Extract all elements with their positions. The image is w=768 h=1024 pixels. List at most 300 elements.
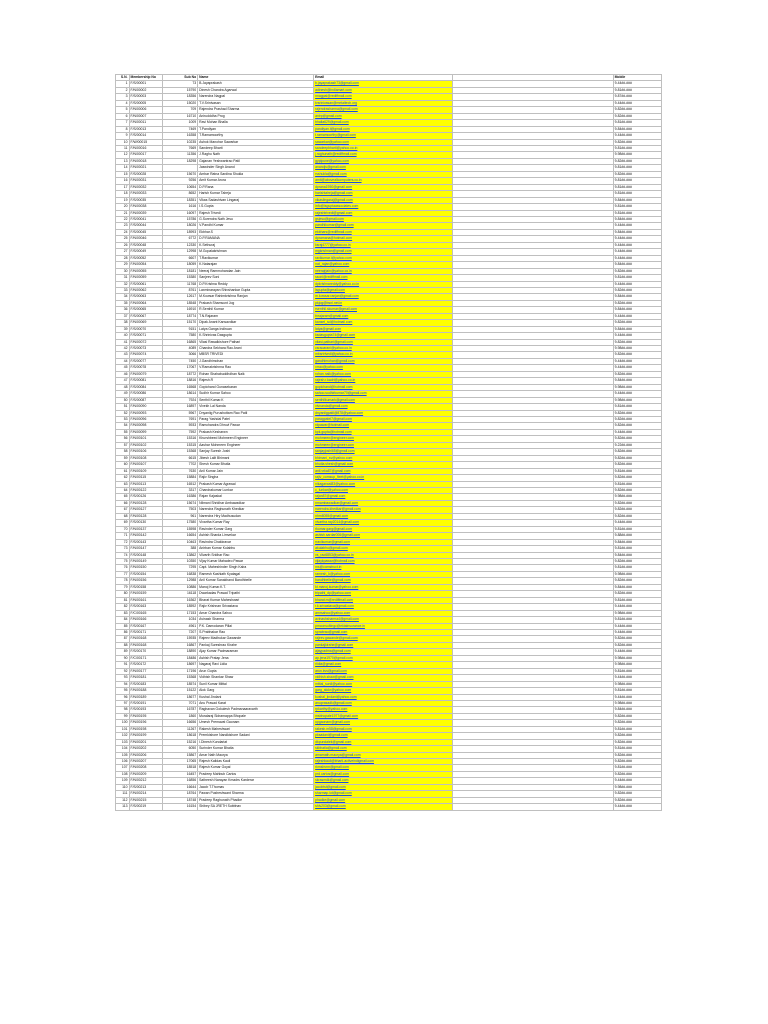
cell-mobile[interactable]: 9-98##-### — [613, 681, 661, 687]
cell-sub-no[interactable]: 1009 — [163, 120, 198, 126]
cell-sn[interactable]: 1 — [116, 81, 130, 87]
cell-sub-no[interactable]: 7669 — [163, 145, 198, 151]
cell-mobile[interactable]: 9-82##-### — [613, 558, 661, 564]
cell-membership-no[interactable]: F/S/00013 — [129, 126, 163, 132]
cell-empty[interactable] — [452, 804, 613, 810]
cell-sub-no[interactable]: 15935 — [163, 636, 198, 642]
cell-sub-no[interactable]: 12617 — [163, 294, 198, 300]
cell-sub-no[interactable]: 15122 — [163, 688, 198, 694]
cell-name[interactable]: Vilasi Rawalkishore Pathari — [198, 339, 314, 345]
cell-email[interactable]: msbhopale1977@gmail.com — [314, 713, 452, 719]
cell-email[interactable]: j.raghunath@rediffmail.com — [314, 152, 452, 158]
cell-sub-no[interactable]: 16644 — [163, 784, 198, 790]
cell-sub-no[interactable]: 18614 — [163, 391, 198, 397]
cell-mobile[interactable]: 9-84##-### — [613, 294, 661, 300]
cell-name[interactable]: M.Gopalakrishnan — [198, 249, 314, 255]
cell-sn[interactable]: 62 — [116, 475, 130, 481]
cell-sub-no[interactable]: 16118 — [163, 591, 198, 597]
cell-email[interactable]: ap.jena1970@gmail.com — [314, 655, 452, 661]
cell-membership-no[interactable]: F/S/00045 — [129, 229, 163, 235]
cell-email[interactable]: rajeshkauli@bharti-activeindigmail.com — [314, 759, 452, 765]
cell-membership-no[interactable]: F/S/00171 — [129, 629, 163, 635]
cell-email[interactable]: anirp@gmail.com — [314, 113, 452, 119]
cell-sn[interactable]: 72 — [116, 539, 130, 545]
cell-membership-no[interactable]: F/S/00087 — [129, 397, 163, 403]
cell-sn[interactable]: 81 — [116, 597, 130, 603]
cell-membership-no[interactable]: F/N/00115 — [129, 475, 163, 481]
cell-email[interactable]: avinashsharma4@gmail.com — [314, 617, 452, 623]
cell-membership-no[interactable]: F/N/00195 — [129, 713, 163, 719]
cell-mobile[interactable]: 9-44##-### — [613, 255, 661, 261]
cell-sn[interactable]: 42 — [116, 346, 130, 352]
cell-email[interactable]: r.k.srivastava@gmail.com — [314, 604, 452, 610]
cell-mobile[interactable]: 9-98##-### — [613, 571, 661, 577]
cell-sub-no[interactable]: 6607 — [163, 255, 198, 261]
header-mobile[interactable]: Mobile — [613, 75, 661, 81]
cell-membership-no[interactable]: F/N/00098 — [129, 423, 163, 429]
cell-name[interactable]: I.S.Gupta — [198, 204, 314, 210]
cell-email[interactable]: anuprasadk@gmail.com — [314, 700, 452, 706]
cell-sub-no[interactable]: 17065 — [163, 759, 198, 765]
cell-membership-no[interactable]: F/N/00149 — [129, 558, 163, 564]
cell-sn[interactable]: 102 — [116, 733, 130, 739]
cell-sub-no[interactable]: 388 — [163, 546, 198, 552]
cell-sub-no[interactable]: 15674 — [163, 500, 198, 506]
cell-sub-no[interactable]: 709 — [163, 107, 198, 113]
cell-sn[interactable]: 32 — [116, 281, 130, 287]
cell-name[interactable]: G.Surendra Nath Jesu — [198, 216, 314, 222]
cell-sub-no[interactable]: 9256 — [163, 178, 198, 184]
cell-membership-no[interactable]: F/S/00167 — [129, 623, 163, 629]
cell-sub-no[interactable]: 5933 — [163, 423, 198, 429]
cell-email[interactable]: nnagpal@rediffmail.com — [314, 94, 452, 100]
cell-sub-no[interactable]: 15170 — [163, 320, 198, 326]
cell-membership-no[interactable]: F/N/00189 — [129, 694, 163, 700]
cell-name[interactable]: Rajiv Krishnan Srivastava — [198, 604, 314, 610]
cell-name[interactable]: Shesh Kumar Bhutla — [198, 462, 314, 468]
cell-sn[interactable]: 99 — [116, 713, 130, 719]
cell-membership-no[interactable]: F/C/00165 — [129, 610, 163, 616]
cell-sub-no[interactable]: 18356 — [163, 94, 198, 100]
cell-name[interactable]: K.Shrinivas Dasgupta — [198, 333, 314, 339]
cell-name[interactable]: Premkishore Nandkishore Sadani — [198, 733, 314, 739]
cell-email[interactable]: pandhikumar@gmail.com — [314, 223, 452, 229]
cell-name[interactable]: Amar Chandra Sahoo — [198, 610, 314, 616]
cell-name[interactable]: Jaswinder Singh Anand — [198, 165, 314, 171]
cell-sub-no[interactable]: 15380 — [163, 275, 198, 281]
cell-sn[interactable]: 39 — [116, 326, 130, 332]
cell-sub-no[interactable]: 10886 — [163, 584, 198, 590]
cell-mobile[interactable]: 9-44##-### — [613, 623, 661, 629]
cell-email[interactable]: rajesh.r.kadri@yahoo.co.in — [314, 378, 452, 384]
cell-mobile[interactable]: 9-82##-### — [613, 759, 661, 765]
cell-email[interactable]: rkumar.garg@gmail.com — [314, 526, 452, 532]
cell-sn[interactable]: 75 — [116, 558, 130, 564]
cell-sub-no[interactable]: 10235 — [163, 139, 198, 145]
cell-mobile[interactable]: 9-44##-### — [613, 365, 661, 371]
cell-email[interactable]: pandiyan.t@gmail.com — [314, 126, 452, 132]
cell-sub-no[interactable]: 1860 — [163, 713, 198, 719]
cell-membership-no[interactable]: F/N/00032 — [129, 184, 163, 190]
cell-sub-no[interactable]: 15867 — [163, 752, 198, 758]
cell-sn[interactable]: 2 — [116, 87, 130, 93]
cell-sub-no[interactable]: 16656 — [163, 720, 198, 726]
cell-sn[interactable]: 25 — [116, 236, 130, 242]
cell-mobile[interactable]: 9-82##-### — [613, 500, 661, 506]
cell-name[interactable]: Sanjeev Soni — [198, 275, 314, 281]
cell-email[interactable]: nikagarwal83@yahoo.com — [314, 481, 452, 487]
cell-name[interactable]: T.Pandiyan — [198, 126, 314, 132]
cell-name[interactable]: Rajendra Prashad Sharma — [198, 107, 314, 113]
cell-sub-no[interactable]: 17153 — [163, 610, 198, 616]
cell-mobile[interactable]: 9-44##-### — [613, 391, 661, 397]
cell-membership-no[interactable]: F/S/00170 — [129, 649, 163, 655]
cell-membership-no[interactable]: F/N/00199 — [129, 733, 163, 739]
cell-sub-no[interactable]: 16897 — [163, 404, 198, 410]
cell-membership-no[interactable]: F/S/00130 — [129, 520, 163, 526]
header-sub-no[interactable]: Sub No — [163, 75, 198, 81]
cell-sub-no[interactable]: 4961 — [163, 623, 198, 629]
cell-mobile[interactable]: 9-82##-### — [613, 158, 661, 164]
cell-mobile[interactable]: 9-84##-### — [613, 229, 661, 235]
cell-name[interactable]: Prakash Kumar Agrawal — [198, 481, 314, 487]
cell-name[interactable]: Sandeep Bharti — [198, 145, 314, 151]
cell-membership-no[interactable]: F/N/00031 — [129, 178, 163, 184]
cell-mobile[interactable]: 9-98##-### — [613, 384, 661, 390]
cell-sub-no[interactable]: 15368 — [163, 675, 198, 681]
cell-name[interactable]: V.Ramakrishnna Rao — [198, 365, 314, 371]
cell-membership-no[interactable]: F/N/00006 — [129, 107, 163, 113]
cell-sn[interactable]: 53 — [116, 417, 130, 423]
cell-mobile[interactable]: 9-81##-### — [613, 184, 661, 190]
cell-mobile[interactable]: 9-44##-### — [613, 604, 661, 610]
cell-sn[interactable]: 108 — [116, 771, 130, 777]
cell-sub-no[interactable]: 18026 — [163, 223, 198, 229]
cell-mobile[interactable]: 9-81##-### — [613, 526, 661, 532]
cell-email[interactable]: vrrao@yahoo.com — [314, 365, 452, 371]
cell-email[interactable]: anandjs@gmail.com — [314, 165, 452, 171]
cell-sub-no[interactable]: 16838 — [163, 571, 198, 577]
cell-email[interactable]: dpkrishnareddy@yahoo.co.in — [314, 281, 452, 287]
cell-name[interactable]: Ashok Manohar Sawarkar — [198, 139, 314, 145]
cell-name[interactable]: Kushal Jindani — [198, 694, 314, 700]
cell-email[interactable]: shiv203@gmail.com — [314, 804, 452, 810]
cell-sn[interactable]: 93 — [116, 675, 130, 681]
cell-email[interactable]: csraoarani@yahoo.co.in — [314, 346, 452, 352]
cell-membership-no[interactable]: F/N/00039 — [129, 210, 163, 216]
cell-sn[interactable]: 71 — [116, 533, 130, 539]
cell-mobile[interactable]: 9-81##-### — [613, 597, 661, 603]
cell-membership-no[interactable]: F/S/00193 — [129, 707, 163, 713]
cell-sn[interactable]: 70 — [116, 526, 130, 532]
cell-sn[interactable]: 60 — [116, 462, 130, 468]
cell-sn[interactable]: 54 — [116, 423, 130, 429]
cell-mobile[interactable]: 9-81##-### — [613, 178, 661, 184]
cell-sn[interactable]: 86 — [116, 629, 130, 635]
cell-email[interactable]: ashish.sardar006@gmail.com — [314, 533, 452, 539]
cell-sn[interactable]: 9 — [116, 133, 130, 139]
cell-email[interactable]: phadke@gmail.com — [314, 797, 452, 803]
cell-membership-no[interactable]: F/S/00052 — [129, 255, 163, 261]
cell-sub-no[interactable]: 6050 — [163, 746, 198, 752]
cell-membership-no[interactable]: F/C/00171 — [129, 655, 163, 661]
cell-sn[interactable]: 10 — [116, 139, 130, 145]
cell-membership-no[interactable]: F/N/00021 — [129, 165, 163, 171]
cell-sn[interactable]: 16 — [116, 178, 130, 184]
cell-email[interactable]: ksraj4777@yahoo.co.in — [314, 242, 452, 248]
cell-sn[interactable]: 64 — [116, 488, 130, 494]
cell-sn[interactable]: 107 — [116, 765, 130, 771]
cell-membership-no[interactable]: F/S/00063 — [129, 294, 163, 300]
cell-membership-no[interactable]: F/N/00108 — [129, 455, 163, 461]
cell-sub-no[interactable]: 17580 — [163, 520, 198, 526]
cell-sub-no[interactable]: 18548 — [163, 300, 198, 306]
cell-email[interactable]: akulabhu@gmail.com — [314, 546, 452, 552]
cell-email[interactable]: ajaypadma@gmail.com — [314, 649, 452, 655]
cell-sub-no[interactable]: 16568 — [163, 384, 198, 390]
cell-mobile[interactable]: 9-44##-### — [613, 81, 661, 87]
cell-membership-no[interactable]: F/N/00137 — [129, 526, 163, 532]
cell-email[interactable]: garg_alokr@yahoo.com — [314, 688, 452, 694]
cell-membership-no[interactable]: F/S/00048 — [129, 242, 163, 248]
cell-mobile[interactable]: 9-82##-### — [613, 462, 661, 468]
cell-sn[interactable]: 44 — [116, 358, 130, 364]
cell-sn[interactable]: 22 — [116, 216, 130, 222]
cell-email[interactable]: dkpundalek@gmail.com — [314, 739, 452, 745]
cell-name[interactable]: Narendra Nagpal — [198, 94, 314, 100]
cell-mobile[interactable]: 9-44##-### — [613, 249, 661, 255]
cell-mobile[interactable]: 9-84##-### — [613, 539, 661, 545]
cell-sub-no[interactable]: 7503 — [163, 507, 198, 513]
cell-name[interactable]: Gajanan Yeshwantrao Patil — [198, 158, 314, 164]
cell-email[interactable]: kushal_jindani@yahoo.com — [314, 694, 452, 700]
cell-membership-no[interactable]: F/N/00168 — [129, 636, 163, 642]
cell-membership-no[interactable]: F/S/00077 — [129, 358, 163, 364]
cell-sn[interactable]: 37 — [116, 313, 130, 319]
cell-mobile[interactable]: 9-81##-### — [613, 565, 661, 571]
cell-mobile[interactable]: 9-44##-### — [613, 133, 661, 139]
cell-sn[interactable]: 17 — [116, 184, 130, 190]
cell-mobile[interactable]: 9-84##-### — [613, 326, 661, 332]
cell-name[interactable]: J.Raghu Nath — [198, 152, 314, 158]
cell-email[interactable]: anil.vrka87@gmail.com — [314, 468, 452, 474]
cell-sn[interactable]: 65 — [116, 494, 130, 500]
cell-name[interactable]: Ambar Ratna Sardina Shukla — [198, 171, 314, 177]
cell-name[interactable]: Gopichand Gunasekaran — [198, 384, 314, 390]
cell-membership-no[interactable]: F/S/00143 — [129, 539, 163, 545]
cell-membership-no[interactable]: F/N/00109 — [129, 468, 163, 474]
cell-mobile[interactable]: 9-82##-### — [613, 739, 661, 745]
cell-membership-no[interactable]: F/N/00054 — [129, 262, 163, 268]
cell-email[interactable]: sanjayjoshi65@gmail.com — [314, 449, 452, 455]
cell-sub-no[interactable]: 15790 — [163, 87, 198, 93]
cell-membership-no[interactable]: F/N/00062 — [129, 287, 163, 293]
cell-membership-no[interactable]: F/N/00181 — [129, 675, 163, 681]
cell-membership-no[interactable]: F/S/00084 — [129, 384, 163, 390]
cell-mobile[interactable]: 9-44##-### — [613, 313, 661, 319]
cell-email[interactable]: harishtalreja@gmail.com — [314, 191, 452, 197]
cell-mobile[interactable]: 9-98##-### — [613, 610, 661, 616]
cell-sn[interactable]: 31 — [116, 275, 130, 281]
cell-mobile[interactable]: 9-44##-### — [613, 629, 661, 635]
cell-membership-no[interactable]: F/N/00166 — [129, 617, 163, 623]
cell-membership-no[interactable]: F/N/00127 — [129, 507, 163, 513]
cell-sn[interactable]: 66 — [116, 500, 130, 506]
cell-name[interactable]: Raghavan Gokulesh Padmanaaravarth — [198, 707, 314, 713]
cell-sub-no[interactable]: 10350 — [163, 558, 198, 564]
cell-sub-no[interactable]: 16654 — [163, 533, 198, 539]
cell-membership-no[interactable]: F/N/00033 — [129, 191, 163, 197]
cell-name[interactable]: Amit Kumar Arora — [198, 178, 314, 184]
cell-sub-no[interactable]: 3317 — [163, 488, 198, 494]
cell-sn[interactable]: 57 — [116, 442, 130, 448]
cell-sub-no[interactable]: 16457 — [163, 771, 198, 777]
cell-mobile[interactable]: 9-84##-### — [613, 262, 661, 268]
cell-sub-no[interactable]: 7580 — [163, 333, 198, 339]
cell-mobile[interactable]: 9-82##-### — [613, 417, 661, 423]
cell-mobile[interactable]: 9-84##-### — [613, 707, 661, 713]
cell-sn[interactable]: 104 — [116, 746, 130, 752]
cell-sub-no[interactable]: 961 — [163, 513, 198, 519]
cell-membership-no[interactable]: F/N/00102 — [129, 442, 163, 448]
cell-membership-no[interactable]: F/N/00207 — [129, 759, 163, 765]
cell-mobile[interactable]: 9-82##-### — [613, 713, 661, 719]
cell-name[interactable]: Ravinder Kumar Garg — [198, 526, 314, 532]
cell-name[interactable]: S.Prabhakar Rao — [198, 629, 314, 635]
cell-sn[interactable]: 112 — [116, 797, 130, 803]
cell-membership-no[interactable]: F/N/00208 — [129, 765, 163, 771]
cell-membership-no[interactable]: F/S/00191 — [129, 700, 163, 706]
cell-sn[interactable]: 46 — [116, 371, 130, 377]
cell-name[interactable]: Ramchandra Dhruvl Pawar — [198, 423, 314, 429]
cell-email[interactable]: b.jayaprakash73@gmail.com — [314, 81, 452, 87]
cell-mobile[interactable]: 9-81##-### — [613, 726, 661, 732]
cell-sn[interactable]: 6 — [116, 113, 130, 119]
cell-email[interactable]: ssoni@rediffmail.com — [314, 275, 452, 281]
cell-membership-no[interactable]: F/N/00198 — [129, 726, 163, 732]
cell-mobile[interactable]: 9-82##-### — [613, 300, 661, 306]
cell-sub-no[interactable]: 12988 — [163, 578, 198, 584]
cell-mobile[interactable]: 9-82##-### — [613, 371, 661, 377]
cell-membership-no[interactable]: F/N/00215 — [129, 797, 163, 803]
cell-email[interactable]: amrsahoo@yahoo.com — [314, 610, 452, 616]
cell-membership-no[interactable]: F/N/00156 — [129, 578, 163, 584]
cell-name[interactable]: Surinder Kumar Bhatia — [198, 746, 314, 752]
header-sn[interactable]: S.N. — [116, 75, 130, 81]
cell-sn[interactable]: 69 — [116, 520, 130, 526]
cell-name[interactable]: Shibey SA JRETH Subbhav — [198, 804, 314, 810]
cell-sn[interactable]: 33 — [116, 287, 130, 293]
cell-name[interactable]: Chandra Sekhara Rao Arani — [198, 346, 314, 352]
cell-sub-no[interactable]: 73 — [163, 81, 198, 87]
cell-sub-no[interactable]: 18592 — [163, 604, 198, 610]
cell-sub-no[interactable]: 18764 — [163, 791, 198, 797]
cell-name[interactable]: Ashish Pratap Jena — [198, 655, 314, 661]
cell-membership-no[interactable]: F/N/00101 — [129, 436, 163, 442]
cell-name[interactable]: Rajesh.R — [198, 378, 314, 384]
header-name[interactable]: Name — [198, 75, 314, 81]
cell-sub-no[interactable]: 10654 — [163, 184, 198, 190]
cell-sn[interactable]: 15 — [116, 171, 130, 177]
cell-email[interactable]: dpramana@hotmail.com — [314, 236, 452, 242]
cell-membership-no[interactable]: F/S/00044 — [129, 223, 163, 229]
cell-name[interactable]: Neeraj Rammohandan Jain — [198, 268, 314, 274]
cell-sub-no[interactable]: 1616 — [163, 204, 198, 210]
cell-mobile[interactable]: 9-44##-### — [613, 429, 661, 435]
cell-mobile[interactable]: 9-84##-### — [613, 197, 661, 203]
cell-membership-no[interactable]: F/S/00003 — [129, 94, 163, 100]
cell-email[interactable]: rdpawar@hotmail.com — [314, 423, 452, 429]
cell-email[interactable]: upgaonam@gmail.com — [314, 720, 452, 726]
cell-sn[interactable]: 52 — [116, 410, 130, 416]
cell-sub-no[interactable]: 15020 — [163, 100, 198, 106]
cell-membership-no[interactable]: F/S/00154 — [129, 571, 163, 577]
cell-mobile[interactable]: 9-82##-### — [613, 455, 661, 461]
cell-sub-no[interactable]: 6615 — [163, 455, 198, 461]
cell-sub-no[interactable]: 7592 — [163, 429, 198, 435]
cell-membership-no[interactable]: F/N/00055 — [129, 268, 163, 274]
cell-sn[interactable]: 77 — [116, 571, 130, 577]
cell-name[interactable]: V.Pandhi Kumar — [198, 223, 314, 229]
cell-email[interactable]: kanset_sd@hotmail.com — [314, 320, 452, 326]
cell-email[interactable]: gyplpune@yahoo.com — [314, 158, 452, 164]
cell-name[interactable]: Muralaraj Sidramappa Bhopale — [198, 713, 314, 719]
cell-name[interactable]: T.Ramamoorthy — [198, 133, 314, 139]
cell-sn[interactable]: 98 — [116, 707, 130, 713]
cell-name[interactable]: T.Ravikumar — [198, 255, 314, 261]
cell-email[interactable]: gandhimohan@gmail.com — [314, 358, 452, 364]
cell-mobile[interactable]: 9-82##-### — [613, 171, 661, 177]
cell-email[interactable]: vivartha.ray2014@gmail.com — [314, 520, 452, 526]
cell-sub-no[interactable]: 7071 — [163, 700, 198, 706]
cell-membership-no[interactable]: F/N/00096 — [129, 417, 163, 423]
cell-sub-no[interactable]: 8761 — [163, 287, 198, 293]
cell-email[interactable]: amit@aboveallcomputers.co.in — [314, 178, 452, 184]
cell-membership-no[interactable]: F/N/00072 — [129, 339, 163, 345]
cell-name[interactable]: Aashar Mohmeen Engineer — [198, 442, 314, 448]
cell-email[interactable]: pksadani@gmail.com — [314, 733, 452, 739]
cell-name[interactable]: Ravindra Chakkravar — [198, 539, 314, 545]
cell-sn[interactable]: 3 — [116, 94, 130, 100]
cell-sub-no[interactable]: 18059 — [163, 262, 198, 268]
cell-email[interactable]: sharmap.iot@gmail.com — [314, 791, 452, 797]
cell-email[interactable]: dnyaniigpatil@878@yahoo.com — [314, 410, 452, 416]
cell-sn[interactable]: 51 — [116, 404, 130, 410]
cell-membership-no[interactable]: F/W/00015 — [129, 139, 163, 145]
cell-mobile[interactable]: 9-81##-### — [613, 404, 661, 410]
cell-sub-no[interactable]: 15368 — [163, 449, 198, 455]
cell-sub-no[interactable]: 8652 — [163, 191, 198, 197]
cell-email[interactable]: sahoo.sudhirkumar70@gmail.com — [314, 391, 452, 397]
cell-email[interactable]: gsjesu@gmail.com — [314, 216, 452, 222]
cell-name[interactable]: Dinesh Chandra Agarwal — [198, 87, 314, 93]
cell-sn[interactable]: 7 — [116, 120, 130, 126]
cell-name[interactable]: R.Senthil Kumar — [198, 307, 314, 313]
cell-membership-no[interactable]: F/N/00017 — [129, 152, 163, 158]
cell-email[interactable]: paragpatel7@gmail.com — [314, 417, 452, 423]
cell-email[interactable]: ekbhars@rediffmail.com — [314, 229, 452, 235]
cell-membership-no[interactable]: F/N/00016 — [129, 145, 163, 151]
cell-membership-no[interactable]: F/N/00209 — [129, 771, 163, 777]
cell-sn[interactable]: 12 — [116, 152, 130, 158]
cell-name[interactable]: Rohan Shahabuddhdhan Naik — [198, 371, 314, 377]
cell-name[interactable]: Narendra Raghunath Khedkar — [198, 507, 314, 513]
cell-membership-no[interactable]: F/N/00206 — [129, 752, 163, 758]
cell-sub-no[interactable]: 18181 — [163, 268, 198, 274]
cell-mobile[interactable]: 9-84##-### — [613, 584, 661, 590]
cell-sn[interactable]: 74 — [116, 552, 130, 558]
cell-membership-no[interactable]: F/N/00212 — [129, 778, 163, 784]
